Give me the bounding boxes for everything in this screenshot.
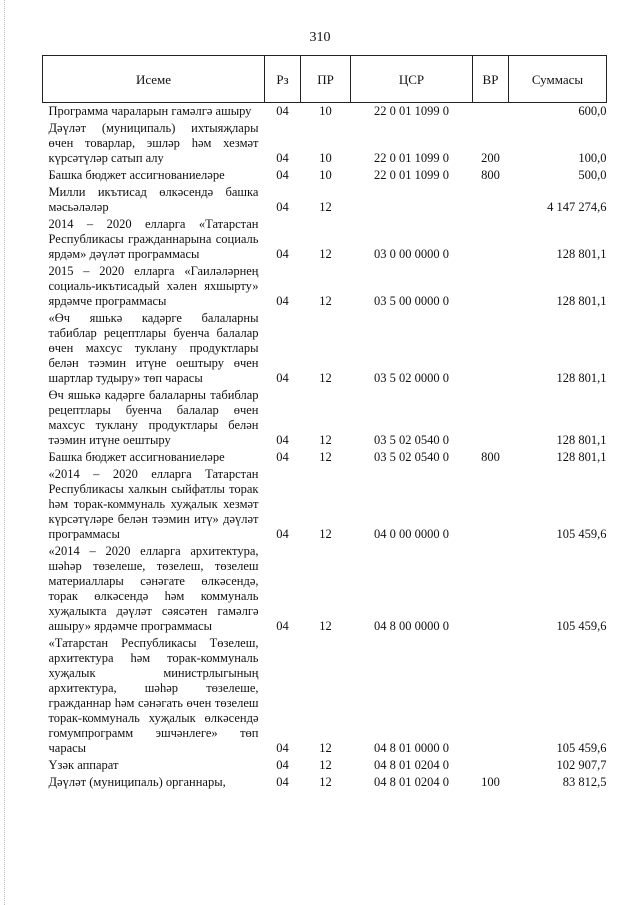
table-row <box>43 387 607 449</box>
cell-name: Үзәк аппарат <box>48 758 119 772</box>
cell-vr <box>473 387 509 449</box>
cell-sum: 102 907,7 <box>556 758 607 772</box>
cell-name: «2014 – 2020 елларга Татарстан Республикасы халкын сыйфатлы торак һәм торак-коммуналь хуҗалык хезмәт күрсәтүләре белән тәэмин итү» дәүләт программасы <box>48 467 259 541</box>
cell-pr: 12 <box>319 247 332 261</box>
cell-csr: 04 8 01 0204 0 <box>374 758 449 772</box>
cell-sum: 128 801,1 <box>556 371 607 385</box>
header-rz: Рз <box>265 56 301 103</box>
page-number: 310 <box>309 30 331 45</box>
cell-name: Милли икътисад өлкәсендә башка мәсьәләләр <box>48 185 259 214</box>
cell-pr: 10 <box>319 104 332 118</box>
cell-csr: 22 0 01 1099 0 <box>374 151 449 165</box>
cell-rz: 04 <box>276 527 289 541</box>
table-row <box>43 167 607 184</box>
budget-table <box>42 55 607 791</box>
cell-name: Дәүләт (муниципаль) органнары, <box>48 775 226 789</box>
cell-rz: 04 <box>276 741 289 755</box>
cell-vr: 800 <box>481 168 500 182</box>
cell-name: 2014 – 2020 елларга «Татарстан Республикасы гражданнарына социаль ярдәм» дәүләт программасы <box>48 217 259 261</box>
cell-sum: 105 459,6 <box>556 741 607 755</box>
cell-rz: 04 <box>276 104 289 118</box>
cell-csr: 04 8 01 0204 0 <box>374 775 449 789</box>
cell-pr: 12 <box>319 741 332 755</box>
cell-vr: 800 <box>481 450 500 464</box>
cell-sum: 128 801,1 <box>556 294 607 308</box>
cell-pr: 12 <box>319 433 332 447</box>
header-vr: ВР <box>473 56 509 103</box>
cell-rz: 04 <box>276 168 289 182</box>
cell-rz: 04 <box>276 247 289 261</box>
cell-sum: 100,0 <box>578 151 607 165</box>
cell-vr <box>473 310 509 387</box>
cell-vr <box>473 103 509 121</box>
table-row <box>43 757 607 774</box>
cell-name: 2015 – 2020 елларга «Гаиләләрнең социаль-икътисадый хәлен яхшырту» ярдәмче программасы <box>48 264 259 308</box>
cell-vr <box>473 216 509 263</box>
cell-name: «Татарстан Республикасы Төзелеш, архитектура һәм торак-коммуналь хуҗалык министрлыгының архитектура, шәһәр төзелеше, гражданнар һәм сәнәгать өчен төзелеш торак-коммуналь хуҗалык өлкәсендә гомумпрограмм эшчәнлеге» төп чарасы <box>48 636 259 755</box>
cell-rz: 04 <box>276 371 289 385</box>
cell-name: Өч яшькә кадәрге балаларны табиблар рецептлары буенча балалар өчен махсус туклану продуктлары белән тәэмин итүне оештыру <box>48 388 259 447</box>
cell-pr: 12 <box>319 371 332 385</box>
cell-sum: 4 147 274,6 <box>547 200 607 214</box>
cell-csr: 04 0 00 0000 0 <box>374 527 449 541</box>
table-row <box>43 263 607 310</box>
table-row <box>43 103 607 121</box>
cell-csr: 22 0 01 1099 0 <box>374 168 449 182</box>
cell-vr <box>473 635 509 757</box>
cell-name: Программа чараларын гамәлгә ашыру <box>48 104 252 118</box>
cell-name: Башка бюджет ассигнованиеләре <box>48 168 225 182</box>
table-row <box>43 216 607 263</box>
cell-pr: 10 <box>319 151 332 165</box>
table-row <box>43 635 607 757</box>
cell-rz: 04 <box>276 200 289 214</box>
cell-vr <box>473 543 509 635</box>
cell-name: Дәүләт (муниципаль) ихтыяҗлары өчен товарлар, эшләр һәм хезмәт күрсәтүләр сатып алу <box>48 121 259 165</box>
table-row <box>43 543 607 635</box>
cell-rz: 04 <box>276 775 289 789</box>
table-row <box>43 184 607 216</box>
cell-csr: 03 5 02 0000 0 <box>374 371 449 385</box>
cell-csr: 03 5 02 0540 0 <box>374 450 449 464</box>
cell-vr: 200 <box>481 151 500 165</box>
cell-vr <box>473 263 509 310</box>
cell-csr: 22 0 01 1099 0 <box>374 104 449 118</box>
cell-csr: 04 8 01 0000 0 <box>374 741 449 755</box>
cell-pr: 12 <box>319 200 332 214</box>
cell-rz: 04 <box>276 151 289 165</box>
cell-rz: 04 <box>276 450 289 464</box>
cell-sum: 105 459,6 <box>556 527 607 541</box>
cell-pr: 12 <box>319 775 332 789</box>
cell-pr: 10 <box>319 168 332 182</box>
cell-name: «2014 – 2020 елларга архитектура, шәһәр төзелеше, төзелеш, төзелеш материаллары сәнәгате өлкәсендә, торак өлкәсендә һәм коммуналь хуҗалыкта дәүләт сәясәтен гамәлгә ашыру» ярдәмче программасы <box>48 544 259 633</box>
cell-name: «Өч яшькә кадәрге балаларны табиблар рецептлары буенча балалар өчен махсус туклану продуктлары белән тәэмин итүне оештыру өчен шартлар тудыру» төп чарасы <box>48 311 259 385</box>
cell-rz: 04 <box>276 433 289 447</box>
table-header-row <box>43 56 607 103</box>
cell-sum: 500,0 <box>578 168 607 182</box>
header-sum: Суммасы <box>509 56 607 103</box>
header-name: Исеме <box>43 56 265 103</box>
cell-vr <box>473 466 509 543</box>
table-row <box>43 310 607 387</box>
cell-pr: 12 <box>319 450 332 464</box>
table-row <box>43 449 607 466</box>
cell-vr <box>473 757 509 774</box>
cell-pr: 12 <box>319 619 332 633</box>
cell-rz: 04 <box>276 758 289 772</box>
cell-sum: 600,0 <box>578 104 607 118</box>
cell-pr: 12 <box>319 527 332 541</box>
binding-edge <box>4 0 5 905</box>
cell-csr: 03 5 02 0540 0 <box>374 433 449 447</box>
cell-vr <box>473 184 509 216</box>
cell-csr: 03 0 00 0000 0 <box>374 247 449 261</box>
cell-sum: 128 801,1 <box>556 450 607 464</box>
cell-rz: 04 <box>276 619 289 633</box>
cell-pr: 12 <box>319 294 332 308</box>
cell-sum: 128 801,1 <box>556 247 607 261</box>
table-row <box>43 120 607 167</box>
header-csr: ЦСР <box>351 56 473 103</box>
cell-csr: 03 5 00 0000 0 <box>374 294 449 308</box>
cell-vr: 100 <box>481 775 500 789</box>
cell-sum: 128 801,1 <box>556 433 607 447</box>
cell-rz: 04 <box>276 294 289 308</box>
table-row <box>43 466 607 543</box>
table-row <box>43 774 607 791</box>
cell-pr: 12 <box>319 758 332 772</box>
cell-csr: 04 8 00 0000 0 <box>374 619 449 633</box>
header-pr: ПР <box>301 56 351 103</box>
cell-name: Башка бюджет ассигнованиеләре <box>48 450 225 464</box>
cell-sum: 83 812,5 <box>562 775 607 789</box>
cell-sum: 105 459,6 <box>556 619 607 633</box>
cell-csr <box>351 184 473 216</box>
